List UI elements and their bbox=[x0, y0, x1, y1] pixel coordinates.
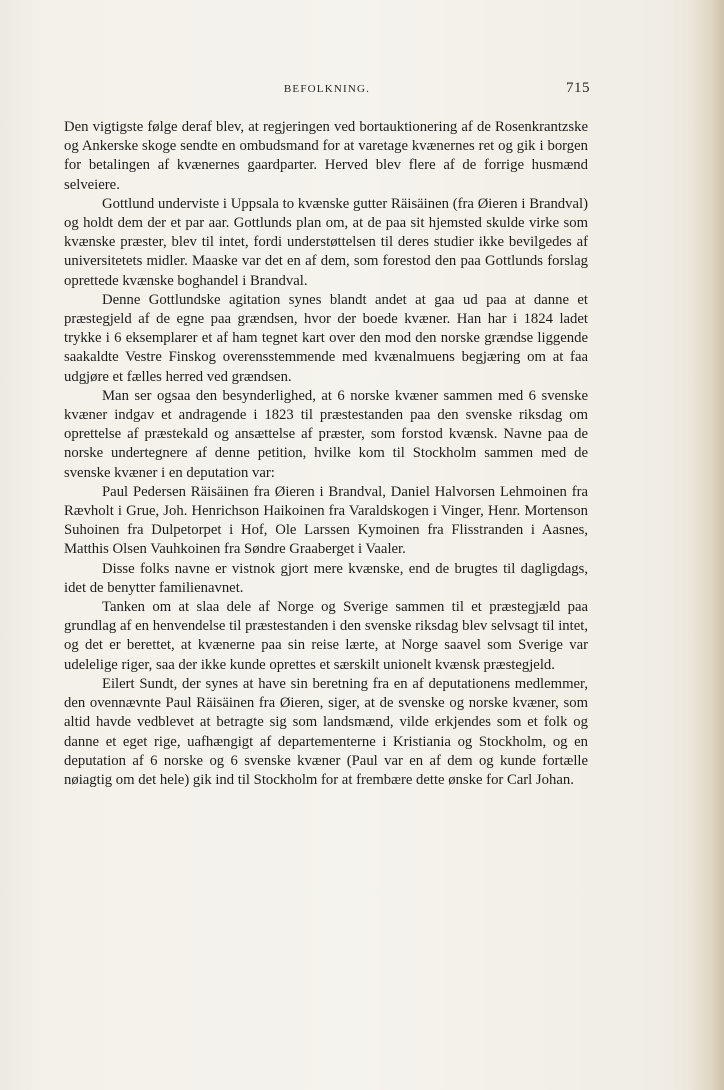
paragraph-7: Tanken om at slaa dele af Norge og Sverige sammen til et præstegjæld paa grundlag af en henvendelse til præstestanden i den svenske riksdag blev selvsagt til intet, og det er berettet, at kvænerne paa sin reise lærte, at Norge saavel som Sverige var udelelige riger, saa der ikke kunde oprettes et særskilt unionelt kvænsk præstegjeld. bbox=[64, 599, 588, 673]
paragraph-8: Eilert Sundt, der synes at have sin beretning fra en af deputationens medlemmer, den ovennævnte Paul Räisäinen fra Øieren, siger, at de svenske og norske kvæner, som altid havde vedblevet at betragte sig som landsmænd, vilde erkjendes som et folk og danne et eget rige, uafhængigt af departementerne i Kristiania og Stockholm, og en deputation af 6 norske og 6 svenske kvæner (Paul var en af dem og kunde fortælle nøiagtig om det hele) gik ind til Stockholm for at frembære dette ønske for Carl Johan. bbox=[64, 675, 588, 788]
running-head bbox=[64, 80, 590, 100]
page-edge-shading bbox=[690, 0, 724, 1090]
paragraph-6: Disse folks navne er vistnok gjort mere kvænske, end de brugtes til dagligdags, idet de benytter familienavnet. bbox=[64, 560, 588, 596]
section-title: BEFOLKNING. bbox=[283, 83, 371, 95]
paragraph-2: Gottlund underviste i Uppsala to kvænske gutter Räisäinen (fra Øieren i Brandval) og holdt dem der et par aar. Gottlunds plan om, at de paa sit hjemsted skulde virke som kvænske præster, blev til intet, fordi understøttelsen til deres studier ikke bevilgedes af universitetets midler. Maaske var det en af dem, som forestod den paa Gottlunds forslag oprettede kvænske boghandel i Brandval. bbox=[64, 195, 588, 289]
paragraph-5-names: Paul Pedersen Räisäinen fra Øieren i Brandval, Daniel Halvorsen Lehmoinen fra Rævholt i Grue, Joh. Henrichson Haikoinen fra Varaldskogen i Vinger, Henr. Mortenson Suhoinen fra Dulpetorpet i Hof, Ole Larssen Kymoinen fra Flisstranden i Aasnes, Matthis Olsen Vauhkoinen fra Søndre Graaberget i Vaaler. bbox=[64, 483, 588, 558]
paragraph-1: Den vigtigste følge deraf blev, at regjeringen ved bortauktionering af de Rosenkrantzske og Ankerske skoge sendte en ombudsmand for at varetage kvænernes ret og gik i borgen for betalingen af kvænernes gaardparter. Herved blev flere af de forrige husmænd selveiere. bbox=[64, 119, 588, 193]
paragraph-3: Denne Gottlundske agitation synes blandt andet at gaa ud paa at danne et præstegjeld af de egne paa grændsen, hvor der boede kvæner. Han har i 1824 ladet trykke i 6 eksemplarer et af ham tegnet kart over den mod den norske grændse liggende saakaldte Vestre Finskog overensstemmende med kvænalmuens begjæring om at faa udgjøre et fælles herred ved grændsen. bbox=[64, 291, 588, 385]
page-number: 715 bbox=[566, 80, 590, 96]
paragraph-4: Man ser ogsaa den besynderlighed, at 6 norske kvæner sammen med 6 svenske kvæner indgav et andragende i 1823 til præstestanden paa den svenske riksdag om oprettelse af præstekald og ansættelse af præster, som forstod kvænsk. Navne paa de norske undertegnere af denne petition, hvilke kom til Stockholm sammen med de svenske kvæner i en deputation var: bbox=[64, 387, 588, 481]
body-text bbox=[64, 118, 588, 790]
